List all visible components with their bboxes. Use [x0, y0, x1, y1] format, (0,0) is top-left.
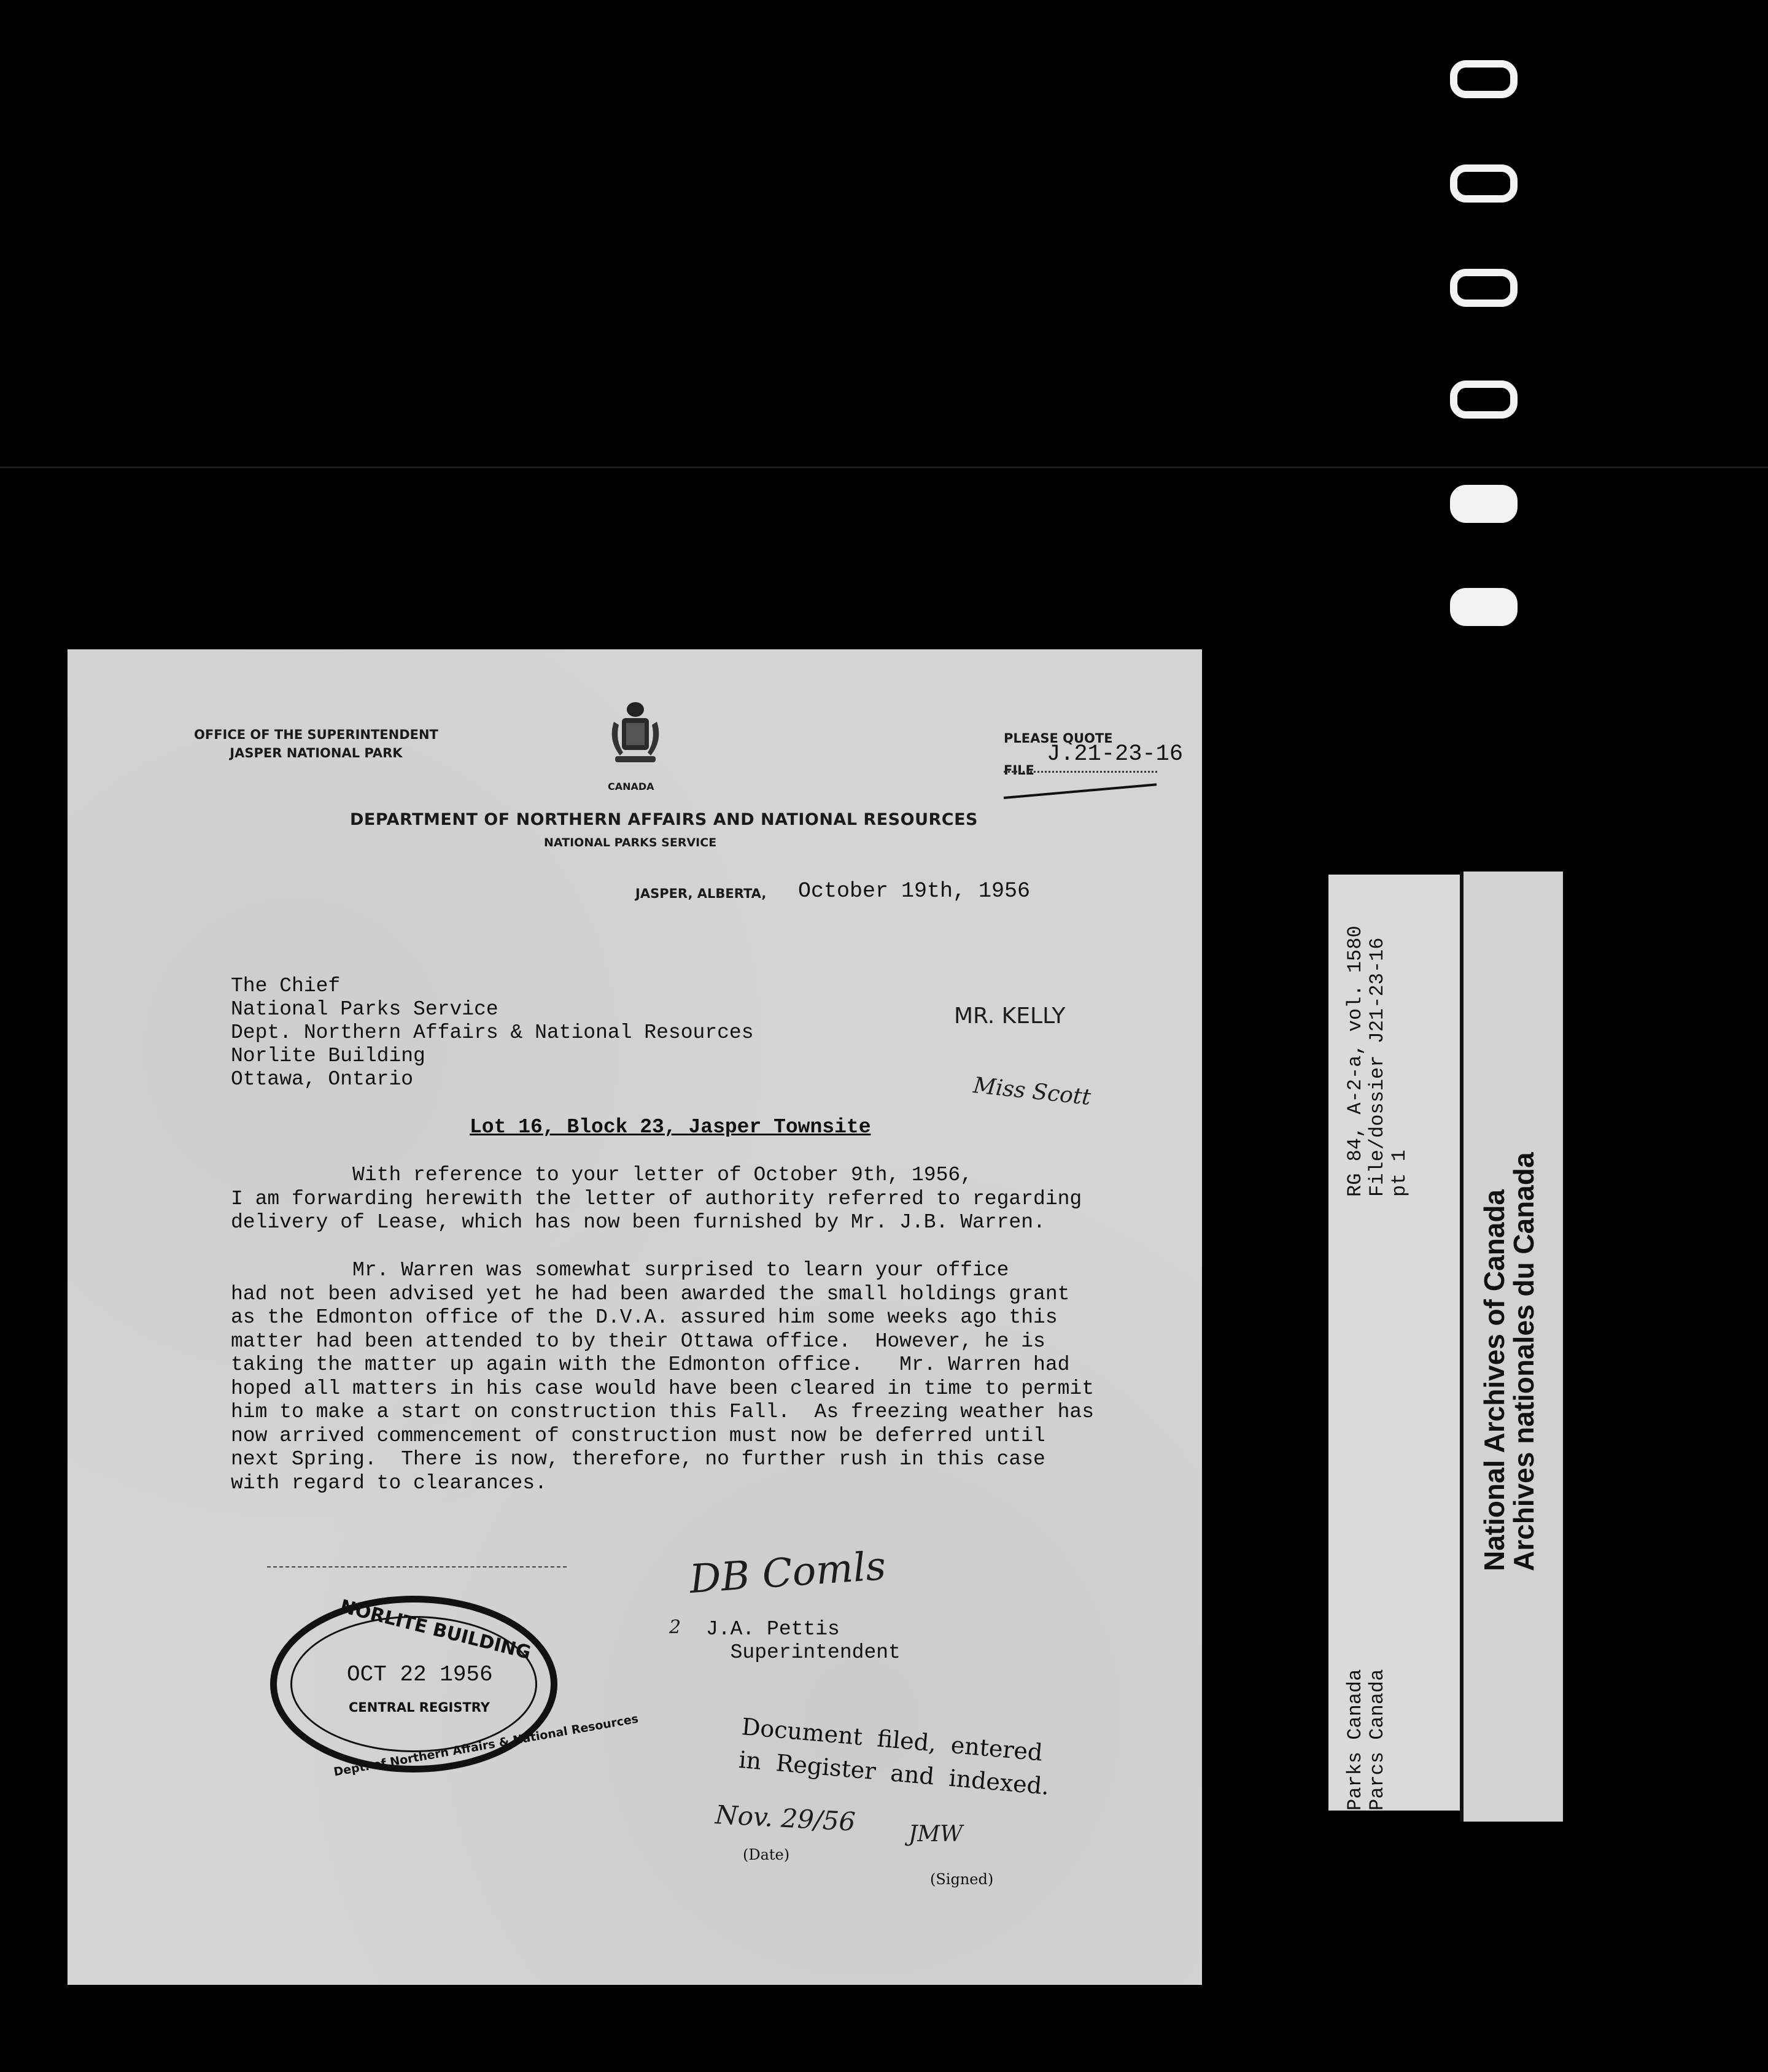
service-heading: NATIONAL PARKS SERVICE [544, 836, 717, 849]
routing-annotation-kelly: MR. KELLY [954, 1003, 1066, 1029]
archive-reference: RG 84, A-2-a, vol. 1580 File/dossier J21-23-16 pt 1 [1344, 926, 1411, 1197]
archive-institution: National Archives of Canada Archives nationales du Canada [1478, 1152, 1540, 1571]
stamp-registry: CENTRAL REGISTRY [349, 1700, 490, 1715]
letter-sheet [68, 649, 1202, 1985]
film-frame-mark [1450, 381, 1518, 419]
handwritten-signature: DB Comls [688, 1543, 888, 1603]
filed-date-caption: (Date) [743, 1846, 790, 1863]
body-paragraph-1: With reference to your letter of October 9th, 1956, I am forwarding herewith the letter of authority referred to regarding delivery of Lease, which has now been furnished by Mr. J.B. Warren. [231, 1164, 1082, 1234]
film-frame-mark [1450, 164, 1518, 203]
film-scratch [0, 466, 1768, 468]
filed-date-value: Nov. 29/56 [714, 1799, 856, 1837]
place-line: JASPER, ALBERTA, [635, 886, 767, 901]
file-number: J.21-23-16 [1047, 741, 1184, 767]
film-frame-mark [1450, 588, 1518, 626]
crest-caption: CANADA [608, 781, 654, 792]
subject-line: Lot 16, Block 23, Jasper Townsite [470, 1116, 871, 1138]
coat-of-arms-icon [602, 697, 669, 771]
archive-agency: Parks Canada Parcs Canada [1344, 1669, 1389, 1811]
office-heading: OFFICE OF THE SUPERINTENDENT JASPER NATIONAL PARK [194, 727, 438, 760]
torn-line [267, 1566, 567, 1568]
signature-mark: 2 [669, 1617, 681, 1638]
filed-stamp: Document filed, entered in Register and indexed. [737, 1713, 1050, 1800]
signature-block: J.A. Pettis Superintendent [706, 1618, 901, 1664]
letter-date: October 19th, 1956 [798, 879, 1031, 903]
filed-signed-caption: (Signed) [930, 1871, 994, 1888]
stamp-building: NORLITE BUILDING [338, 1595, 533, 1664]
film-frame-mark [1450, 485, 1518, 523]
recipient-address: The Chief National Parks Service Dept. Northern Affairs & National Resources Norlite Building Ottawa, Ontario [231, 975, 754, 1091]
stamp-date: OCT 22 1956 [347, 1662, 493, 1687]
routing-annotation-scott: Miss Scott [972, 1073, 1092, 1110]
stamp-dept: Dept. of Northern Affairs & National Resources [332, 1712, 640, 1779]
please-quote-label: PLEASE QUOTE FILE [1004, 731, 1113, 778]
film-frame-mark [1450, 269, 1518, 307]
film-frame-mark [1450, 60, 1518, 98]
file-underline-stroke [1004, 783, 1157, 799]
department-heading: DEPARTMENT OF NORTHERN AFFAIRS AND NATIONAL RESOURCES [350, 810, 978, 829]
filed-signed-value: JMW [909, 1822, 963, 1847]
file-dotted-line [1004, 771, 1157, 773]
body-paragraph-2: Mr. Warren was somewhat surprised to learn your office had not been advised yet he had been awarded the small holdings grant as the Edmonton office of the D.V.A. assured him some weeks ago this matter had been attended to by their Ottawa office. However, he is taking the matter up again with the Edmonton office. Mr. Warren had hoped all matters in his case would have been cleared in time to permit him to make a start on construction this Fall. As freezing weather has now arrived commencement of construction must now be deferred until next Spring. There is now, therefore, no further rush in this case with regard to clearances. [231, 1259, 1095, 1494]
